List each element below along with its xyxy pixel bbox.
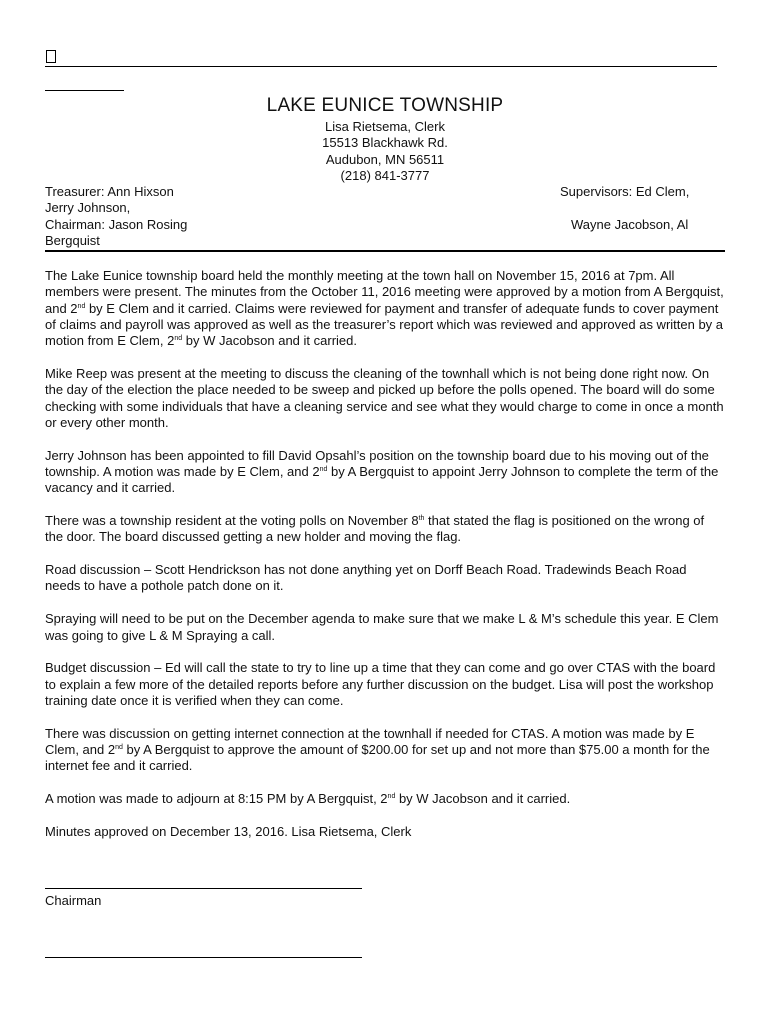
paragraph-budget: Budget discussion – Ed will call the state to try to line up a time that they can come and go over CTAS with the board to explain a few more of the detailed reports before any further discussion on the budget. Lisa will post the workshop training date once it is verified when they can come. — [45, 660, 716, 708]
paragraph-spraying: Spraying will need to be put on the December agenda to make sure that we make L & M’s schedule this year. E Clem was going to give L & M Spraying a call. — [45, 611, 719, 643]
officer-jerry: Jerry Johnson, — [45, 200, 131, 215]
clerk-phone: (218) 841-3777 — [340, 167, 430, 183]
paragraph-appointment: Jerry Johnson has been appointed to fill David Opsahl’s position on the township board due to his moving out of the township. A motion was made by E Clem, and 2nd by A Bergquist to appoint Jerry Johnson to complete the term of the vacancy and it carried. — [45, 447, 719, 496]
paragraph-cleaning: Mike Reep was present at the meeting to discuss the cleaning of the townhall which is not being done right now. On the day of the election the place needed to be sweep and picked up before the polls opened. The board will do some checking with some individuals that have a cleaning service and see what they would charge to come in once a month or every other month. — [45, 365, 724, 430]
top-rule-short — [45, 90, 124, 91]
chairman: Chairman: Jason Rosing — [45, 217, 188, 232]
paragraph-opening: The Lake Eunice township board held the monthly meeting at the town hall on November 15, 2016 at 7pm. All members were present. The minutes from the October 11, 2016 meeting were approved by a motion from A Bergquist, and 2nd by E Clem and it carried. Claims were reviewed for payment and transfer of adequate funds to cover payment of claims and payroll was approved as well as the treasurer’s report which was reviewed and approved as written by a motion from E Clem, 2nd by W Jacobson and it carried. — [45, 268, 724, 349]
minutes-body — [45, 268, 725, 857]
clerk-block — [0, 119, 770, 184]
clerk-address: 15513 Blackhawk Rd. — [322, 135, 448, 151]
supervisors: Supervisors: Ed Clem, — [560, 184, 690, 199]
paragraph-road: Road discussion – Scott Hendrickson has not done anything yet on Dorff Beach Road. Tradewinds Beach Road needs to have a pothole patch done on it. — [45, 562, 687, 594]
second-signature-line — [45, 957, 362, 958]
clerk-name: Lisa Rietsema, Clerk — [325, 119, 445, 134]
clerk-city: Audubon, MN 56511 — [325, 151, 445, 167]
paragraph-adjourn: A motion was made to adjourn at 8:15 PM by A Bergquist, 2nd by W Jacobson and it carried. — [45, 791, 571, 807]
township-title: LAKE EUNICE TOWNSHIP — [266, 95, 504, 116]
chairman-signature-line — [45, 888, 362, 889]
officer-bergquist: Bergquist — [45, 233, 100, 248]
chairman-signature-label: Chairman — [45, 893, 102, 908]
paragraph-approved: Minutes approved on December 13, 2016. Lisa Rietsema, Clerk — [45, 823, 412, 839]
officer-wayne: Wayne Jacobson, Al — [571, 217, 689, 232]
treasurer: Treasurer: Ann Hixson — [45, 184, 174, 199]
paragraph-internet: There was discussion on getting internet connection at the townhall if needed for CTAS. A motion was made by E Clem, and 2nd by A Bergquist to approve the amount of $200.00 for set up and not more than $75.00 a month for the internet fee and it carried. — [45, 725, 710, 774]
header-rule — [45, 250, 725, 252]
paragraph-flag: There was a township resident at the voting polls on November 8th that stated the flag is positioned on the wrong of the door. The board discussed getting a new holder and moving the flag. — [45, 513, 705, 545]
missing-glyph-box — [46, 50, 56, 63]
top-rule — [45, 66, 717, 67]
